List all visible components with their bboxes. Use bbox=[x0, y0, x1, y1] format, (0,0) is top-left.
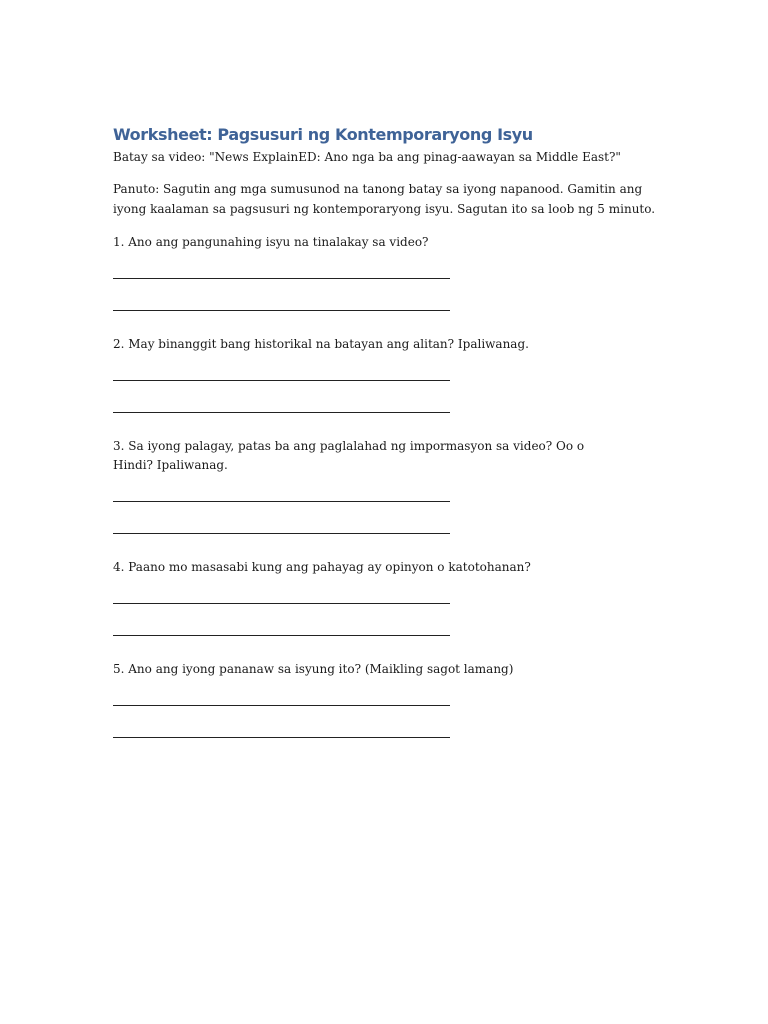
answer-line[interactable] bbox=[113, 412, 450, 413]
answer-line[interactable] bbox=[113, 310, 450, 311]
question-2 bbox=[113, 335, 673, 413]
answer-line[interactable] bbox=[113, 278, 450, 279]
question-5 bbox=[113, 660, 673, 738]
answer-line[interactable] bbox=[113, 705, 450, 706]
question-text: 4. Paano mo masasabi kung ang pahayag ay opinyon o katotohanan? bbox=[113, 560, 531, 574]
question-4 bbox=[113, 558, 673, 636]
video-source-line: Batay sa video: "News ExplainED: Ano nga ba ang pinag-aawayan sa Middle East?" bbox=[113, 150, 621, 164]
worksheet-title: Worksheet: Pagsusuri ng Kontemporaryong Isyu bbox=[113, 125, 533, 144]
question-text: 2. May binanggit bang historikal na batayan ang alitan? Ipaliwanag. bbox=[113, 337, 529, 351]
question-1 bbox=[113, 233, 673, 311]
answer-line[interactable] bbox=[113, 501, 450, 502]
question-text: 5. Ano ang iyong pananaw sa isyung ito? (Maikling sagot lamang) bbox=[113, 662, 514, 676]
answer-line[interactable] bbox=[113, 533, 450, 534]
answer-line[interactable] bbox=[113, 635, 450, 636]
question-text: 3. Sa iyong palagay, patas ba ang paglalahad ng impormasyon sa video? Oo o Hindi? Ipaliwanag. bbox=[113, 439, 585, 472]
answer-line[interactable] bbox=[113, 603, 450, 604]
question-3 bbox=[113, 437, 673, 534]
question-text: 1. Ano ang pangunahing isyu na tinalakay sa video? bbox=[113, 235, 429, 249]
answer-line[interactable] bbox=[113, 380, 450, 381]
worksheet-page bbox=[113, 124, 673, 762]
answer-line[interactable] bbox=[113, 737, 450, 738]
instructions-paragraph: Panuto: Sagutin ang mga sumusunod na tanong batay sa iyong napanood. Gamitin ang iyong kaalaman sa pagsusuri ng kontemporaryong isyu. Sagutan ito sa loob ng 5 minuto. bbox=[113, 182, 656, 216]
